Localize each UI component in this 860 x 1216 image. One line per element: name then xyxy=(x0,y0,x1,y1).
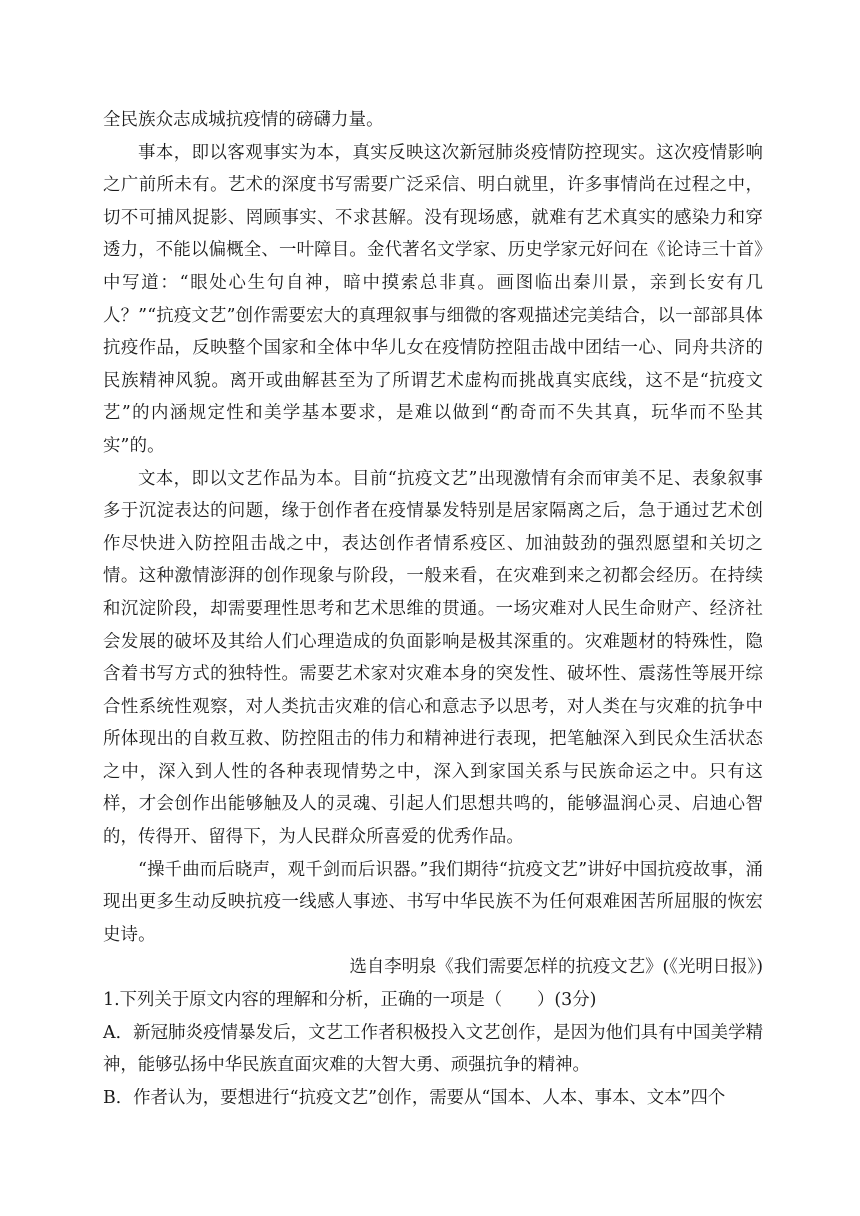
document-page xyxy=(103,104,763,1114)
paragraph-shiben: 事本，即以客观事实为本，真实反映这次新冠肺炎疫情防控现实。这次疫情影响之广前所未有。艺术的深度书写需要广泛采信、明白就里，许多事情尚在过程之中，切不可捕风捉影、罔顾事实、不求甚解。没有现场感，就难有艺术真实的感染力和穿透力，不能以偏概全、一叶障目。金代著名文学家、历史学家元好问在《论诗三十首》中写道：“眼处心生句自神，暗中摸索总非真。画图临出秦川景，亲到长安有几人？”“抗疫文艺”创作需要宏大的真理叙事与细微的客观描述完美结合，以一部部具体抗疫作品，反映整个国家和全体中华儿女在疫情防控阻击战中团结一心、同舟共济的民族精神风貌。离开或曲解甚至为了所谓艺术虚构而挑战真实底线，这不是“抗疫文艺”的内涵规定性和美学基本要求，是难以做到“酌奇而不失其真，玩华而不坠其实”的。 xyxy=(103,142,763,456)
question-1-stem: 1.下列关于原文内容的理解和分析，正确的一项是（ ）(3分) xyxy=(103,990,597,1011)
question-1-option-a: A．新冠肺炎疫情暴发后，文艺工作者积极投入文艺创作，是因为他们具有中国美学精神，能够弘扬中华民族直面灾难的大智大勇、顽强抗争的精神。 xyxy=(103,1022,763,1076)
question-1-option-b: B．作者认为，要想进行“抗疫文艺”创作，需要从“国本、人本、事本、文本”四个 xyxy=(103,1087,726,1108)
article-source: 选自李明泉《我们需要怎样的抗疫文艺》(《光明日报》) xyxy=(349,957,763,978)
paragraph-wenben: 文本，即以文艺作品为本。目前“抗疫文艺”出现激情有余而审美不足、表象叙事多于沉淀表达的问题，缘于创作者在疫情暴发特别是居家隔离之后，急于通过艺术创作尽快进入防控阻击战之中，表达创作者情系疫区、加油鼓劲的强烈愿望和关切之情。这种激情澎湃的创作现象与阶段，一般来看，在灾难到来之初都会经历。在持续和沉淀阶段，却需要理性思考和艺术思维的贯通。一场灾难对人民生命财产、经济社会发展的破坏及其给人们心理造成的负面影响是极其深重的。灾难题材的特殊性，隐含着书写方式的独特性。需要艺术家对灾难本身的突发性、破坏性、震荡性等展开综合性系统性观察，对人类抗击灾难的信心和意志予以思考，对人类在与灾难的抗争中所体现出的自救互救、防控阻击的伟力和精神进行表现，把笔触深入到民众生活状态之中，深入到人性的各种表现情势之中，深入到家国关系与民族命运之中。只有这样，才会创作出能够触及人的灵魂、引起人们思想共鸣的，能够温润心灵、启迪心智的，传得开、留得下，为人民群众所喜爱的优秀作品。 xyxy=(103,468,763,848)
paragraph-intro-tail: 全民族众志成城抗疫情的磅礴力量。 xyxy=(103,110,384,130)
paragraph-conclusion: “操千曲而后晓声，观千剑而后识器。”我们期待“抗疫文艺”讲好中国抗疫故事，涌现出更多生动反映抗疫一线感人事迹、书写中华民族不为任何艰难困苦所屈服的恢宏史诗。 xyxy=(103,859,763,945)
